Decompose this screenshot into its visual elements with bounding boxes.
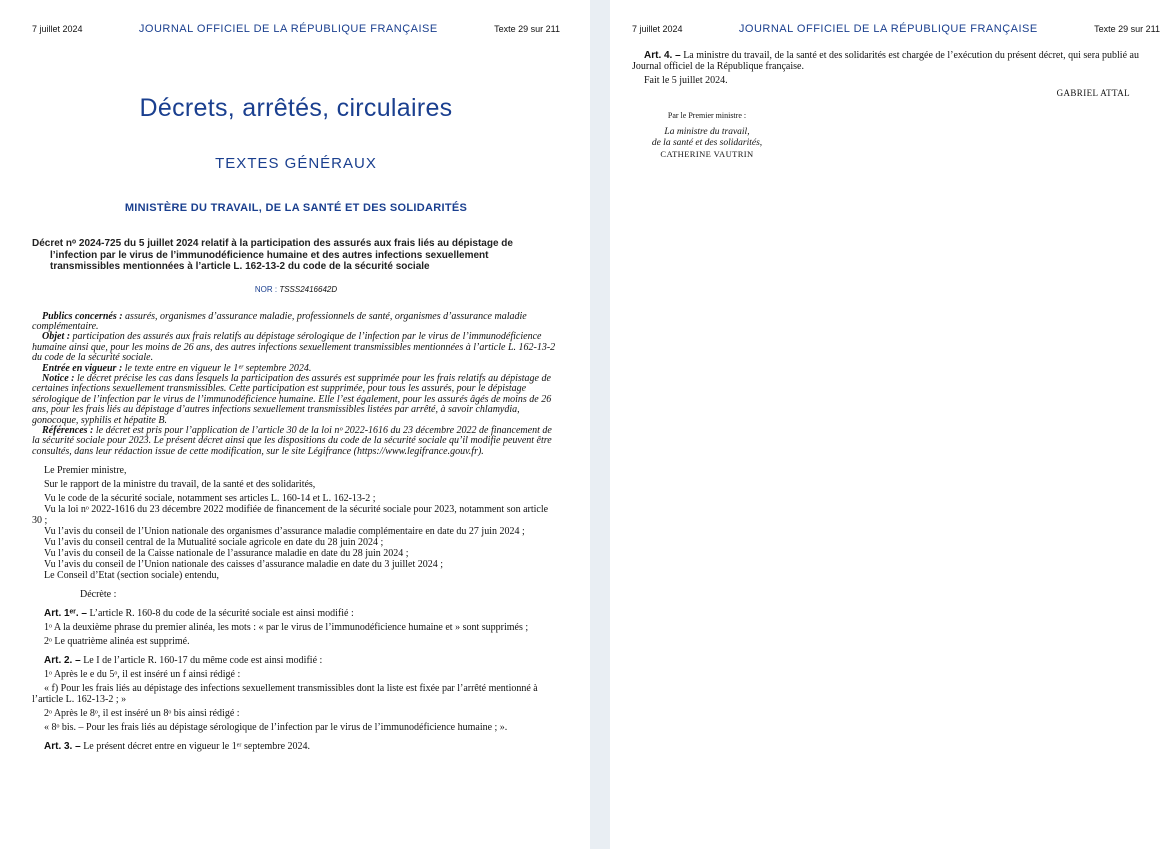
journal-title: JOURNAL OFFICIEL DE LA RÉPUBLIQUE FRANÇAISE [738, 23, 1038, 35]
signatory-name: GABRIEL ATTAL [1056, 88, 1130, 98]
header-date: 7 juillet 2024 [32, 24, 83, 34]
decree-body [32, 465, 560, 752]
page-header [32, 0, 560, 36]
ministry-name: MINISTÈRE DU TRAVAIL, DE LA SANTÉ ET DES SOLIDARITÉS [124, 202, 468, 214]
header-date: 7 juillet 2024 [632, 24, 683, 34]
notice-publics [32, 312, 560, 333]
minister-title-line: de la santé et des solidarités, [651, 138, 763, 148]
notice-label: Objet : [42, 331, 71, 343]
notice-block [32, 312, 560, 458]
notice-label: Références : [42, 424, 94, 436]
article-paragraph: 2ᵒ Le quatrième alinéa est supprimé. [44, 636, 190, 648]
notice-notice [32, 374, 560, 426]
notice-references [32, 426, 560, 457]
notice-label: Entrée en vigueur : [42, 362, 123, 374]
article-paragraph: 2ᵒ Après le 8ᵒ, il est inséré un 8ᵒ bis ainsi rédigé : [44, 708, 240, 720]
decree-body-continued [632, 50, 1160, 72]
preamble-line: Le Conseil d’Etat (section sociale) entendu, [44, 570, 219, 582]
text-reference: Texte 29 sur 211 [1094, 24, 1160, 34]
article-paragraph: « f) Pour les frais liés au dépistage des infections sexuellement transmissibles dont la liste est fixée par l’arrêté mentionné à l’article L. 162-13-2 ; » [32, 683, 538, 706]
preamble-line: Le Premier ministre, [44, 465, 127, 477]
notice-text: le décret précise les cas dans lesquels la participation des assurés est supprimée pour les frais relatifs au dépistage de certaines infections sexuellement transmissibles. Cette participation est supprimée, pour tous les assurés, pour le dépistage sérologique de l’infection par le virus de l’immunodéficience humaine. Elle l’est également, pour les assurés âgés de moins de 26 ans, pour les frais liés au dépistage d’autres infections sexuellement transmissibles listées par arrêté, à savoir chlamydia, gonocoque, syphilis et hépatite B. [32, 372, 552, 426]
article-2 [32, 655, 560, 666]
done-date: Fait le 5 juillet 2024. [644, 75, 728, 86]
article-3 [32, 741, 560, 752]
notice-text: participation des assurés aux frais relatifs au dépistage sérologique de l’infection par le virus de l’immunodéficience humaine ainsi que, pour les moins de 26 ans, des autres infections sexuellement transmissibles mentionnées à l’article L. 162-13-2 du code de la sécurité sociale. [32, 331, 556, 364]
preamble-line: Vu le code de la sécurité sociale, notamment ses articles L. 160-14 et L. 162-13-2 ; [44, 493, 376, 505]
journal-title: JOURNAL OFFICIEL DE LA RÉPUBLIQUE FRANÇAISE [138, 23, 438, 35]
preamble-line: Vu l’avis du conseil de l’Union nationale des caisses d’assurance maladie en date du 3 juillet 2024 ; [44, 559, 444, 571]
article-label: Art. 3. – [44, 741, 81, 753]
article-text: Le présent décret entre en vigueur le 1ᵉʳ septembre 2024. [80, 741, 311, 753]
notice-label: Notice : [42, 372, 75, 384]
countersignature-block [632, 110, 782, 160]
page-header [632, 0, 1160, 36]
text-reference: Texte 29 sur 211 [494, 24, 560, 34]
article-paragraph: 1ᵒ Après le e du 5ᵒ, il est inséré un f ainsi rédigé : [44, 669, 241, 681]
document-page-right [610, 0, 1170, 849]
minister-name: CATHERINE VAUTRIN [660, 149, 754, 159]
main-title: Décrets, arrêtés, circulaires [139, 94, 453, 122]
preamble-line: Vu l’avis du conseil de la Caisse nationale de l’assurance maladie en date du 28 juin 2024 ; [44, 548, 409, 560]
preamble-line: Sur le rapport de la ministre du travail, de la santé et des solidarités, [44, 479, 316, 491]
article-label: Art. 4. – [644, 50, 681, 61]
notice-objet [32, 332, 560, 363]
decrete-line: Décrète : [80, 589, 117, 601]
decree-title: Décret nᵒ 2024-725 du 5 juillet 2024 relatif à la participation des assurés aux frais liés au dépistage de l’infection par le virus de l’immunodéficience humaine et des autres infections sexuellement transmissibles mentionnées à l’article L. 162-13-2 du code de la sécurité sociale [32, 238, 513, 272]
article-paragraph: 1ᵒ A la deuxième phrase du premier alinéa, les mots : « par le virus de l’immunodéficience humaine et » sont supprimés ; [44, 622, 529, 634]
nor-label: NOR : [254, 284, 280, 294]
notice-label: Publics concernés : [42, 310, 123, 322]
preamble-line: Vu la loi nᵒ 2022-1616 du 23 décembre 2022 modifiée de financement de la sécurité sociale pour 2023, notamment son article 30 ; [32, 504, 549, 527]
article-text: L’article R. 160-8 du code de la sécurité sociale est ainsi modifié : [86, 608, 354, 620]
section-title: TEXTES GÉNÉRAUX [215, 155, 377, 172]
nor-value: TSSS2416642D [279, 284, 338, 294]
preamble-line: Vu l’avis du conseil central de la Mutualité sociale agricole en date du 28 juin 2024 ; [44, 537, 384, 549]
nor-reference [32, 285, 560, 294]
preamble-line: Vu l’avis du conseil de l’Union nationale des organismes d’assurance maladie complémentaire en date du 27 juin 2024 ; [44, 526, 525, 538]
article-label: Art. 1ᵉʳ. – [44, 608, 87, 620]
article-text: Le I de l’article R. 160-17 du même code est ainsi modifié : [80, 655, 323, 667]
article-text: La ministre du travail, de la santé et des solidarités est chargée de l’exécution du présent décret, qui sera publié au Journal officiel de la République française. [632, 50, 1139, 72]
article-paragraph: « 8ᵒ bis. – Pour les frais liés au dépistage sérologique de l’infection par le virus de l’immunodéficience humaine ; ». [44, 722, 508, 734]
notice-text: assurés, organismes d’assurance maladie, professionnels de santé, organismes d’assurance maladie complémentaire. [32, 310, 527, 332]
notice-text: le texte entre en vigueur le 1ᵉʳ septembre 2024. [122, 362, 312, 374]
notice-text: le décret est pris pour l’application de l’article 30 de la loi nᵒ 2022-1616 du 23 décembre 2022 de financement de la sécurité sociale pour 2023. Le présent décret ainsi que les dispositions du code de la sécurité sociale qu’il modifie peuvent être consultés, dans leur rédaction issue de cette modification, sur le site Légifrance (https://www.legifrance.gouv.fr). [32, 424, 552, 457]
article-1 [32, 608, 560, 619]
article-4 [632, 50, 1160, 72]
article-label: Art. 2. – [44, 655, 81, 667]
minister-title-line: La ministre du travail, [664, 127, 750, 137]
on-behalf-line: Par le Premier ministre : [667, 111, 747, 120]
